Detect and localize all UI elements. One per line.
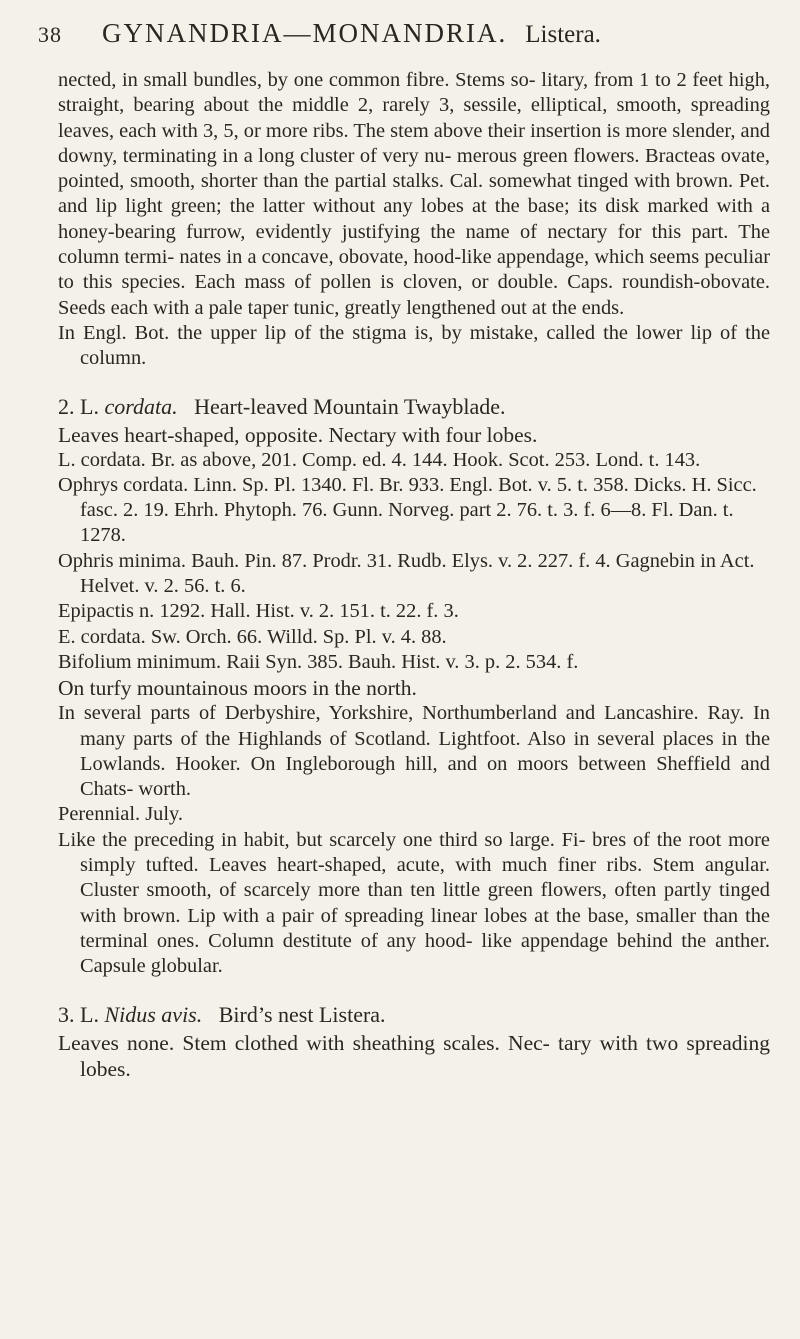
species-heading bbox=[58, 1000, 770, 1030]
page-body bbox=[58, 68, 770, 1082]
running-header bbox=[38, 16, 760, 60]
synonym-entry: Epipactis n. 1292. Hall. Hist. v. 2. 151. t. 22. f. 3. bbox=[58, 600, 459, 623]
synonym-entry: Ophrys cordata. Linn. Sp. Pl. 1340. Fl. Br. 933. Engl. Bot. v. 5. t. 358. Dicks. H. Sicc. fasc. 2. 19. Ehrh. Phytoph. 76. Gunn. Norveg. part 2. 76. t. 3. f. 6—8. Fl. Dan. t. 1278. bbox=[58, 473, 757, 547]
header-title: GYNANDRIA—MONANDRIA. bbox=[102, 18, 508, 48]
running-title bbox=[102, 18, 601, 49]
species-description: Like the preceding in habit, but scarcely one third so large. Fi- bres of the root more simply tufted. Leaves heart-shaped, acute, with much finer ribs. Stem angular. Cluster smooth, of scarcely more than ten little green flowers, often partly tinged with brown. Lip with a pair of spreading linear lobes at the base, smaller than the terminal ones. Column destitute of any hood- like appendage behind the anther. Capsule globular. bbox=[58, 828, 770, 978]
species-common-name: Bird’s nest Listera. bbox=[218, 1001, 386, 1027]
header-genus: Listera. bbox=[525, 21, 601, 48]
species-name: cordata. bbox=[104, 393, 178, 419]
page-number: 38 bbox=[38, 22, 62, 47]
synonym-entry: E. cordata. Sw. Orch. 66. Willd. Sp. Pl. v. 4. 88. bbox=[58, 625, 447, 648]
species-name: Nidus avis. bbox=[104, 1001, 203, 1027]
species-diagnosis: Leaves heart-shaped, opposite. Nectary with four lobes. bbox=[58, 422, 538, 447]
localities: In several parts of Derbyshire, Yorkshire, Northumberland and Lancashire. Ray. In many parts of the Highlands of Scotland. Lightfoot. Also in several places in the Lowlands. Hooker. On Ingleborough hill, and on moors between Sheffield and Chats- worth. bbox=[58, 702, 770, 801]
synonym-entry: L. cordata. Br. as above, 201. Comp. ed. 4. 144. Hook. Scot. 253. Lond. t. 143. bbox=[58, 448, 701, 471]
species-diagnosis: Leaves none. Stem clothed with sheathing scales. Nec- tary with two spreading lobes. bbox=[58, 1030, 770, 1081]
species-number: 2. L. bbox=[58, 393, 99, 419]
habitat: On turfy mountainous moors in the north. bbox=[58, 676, 417, 701]
species-common-name: Heart-leaved Mountain Twayblade. bbox=[194, 393, 506, 419]
intro-note: In Engl. Bot. the upper lip of the stigma is, by mistake, called the lower lip of the column. bbox=[58, 321, 770, 370]
synonym-entry: Ophris minima. Bauh. Pin. 87. Prodr. 31. Rudb. Elys. v. 2. 227. f. 4. Gagnebin in Act. Helvet. v. 2. 56. t. 6. bbox=[58, 549, 755, 598]
synonym-entry: Bifolium minimum. Raii Syn. 385. Bauh. Hist. v. 3. p. 2. 534. f. bbox=[58, 650, 579, 673]
intro-paragraph: nected, in small bundles, by one common fibre. Stems so- litary, from 1 to 2 feet high, straight, bearing about the middle 2, rarely 3, sessile, elliptical, smooth, spreading leaves, each with 3, 5, or more ribs. The stem above their insertion is more slender, and downy, terminating in a long cluster of very nu- merous green flowers. Bracteas ovate, pointed, smooth, shorter than the partial stalks. Cal. somewhat tinged with brown. Pet. and lip light green; the latter without any lobes at the base; its disk marked with a honey-bearing furrow, evidently justifying the name of nectary for this part. The column termi- nates in a concave, obovate, hood-like appendage, which seems peculiar to this species. Each mass of pollen is cloven, or double. Caps. roundish-obovate. Seeds each with a pale taper tunic, greatly lengthened out at the ends. bbox=[58, 69, 770, 319]
species-heading bbox=[58, 392, 770, 422]
duration: Perennial. July. bbox=[58, 803, 183, 826]
species-number: 3. L. bbox=[58, 1001, 99, 1027]
